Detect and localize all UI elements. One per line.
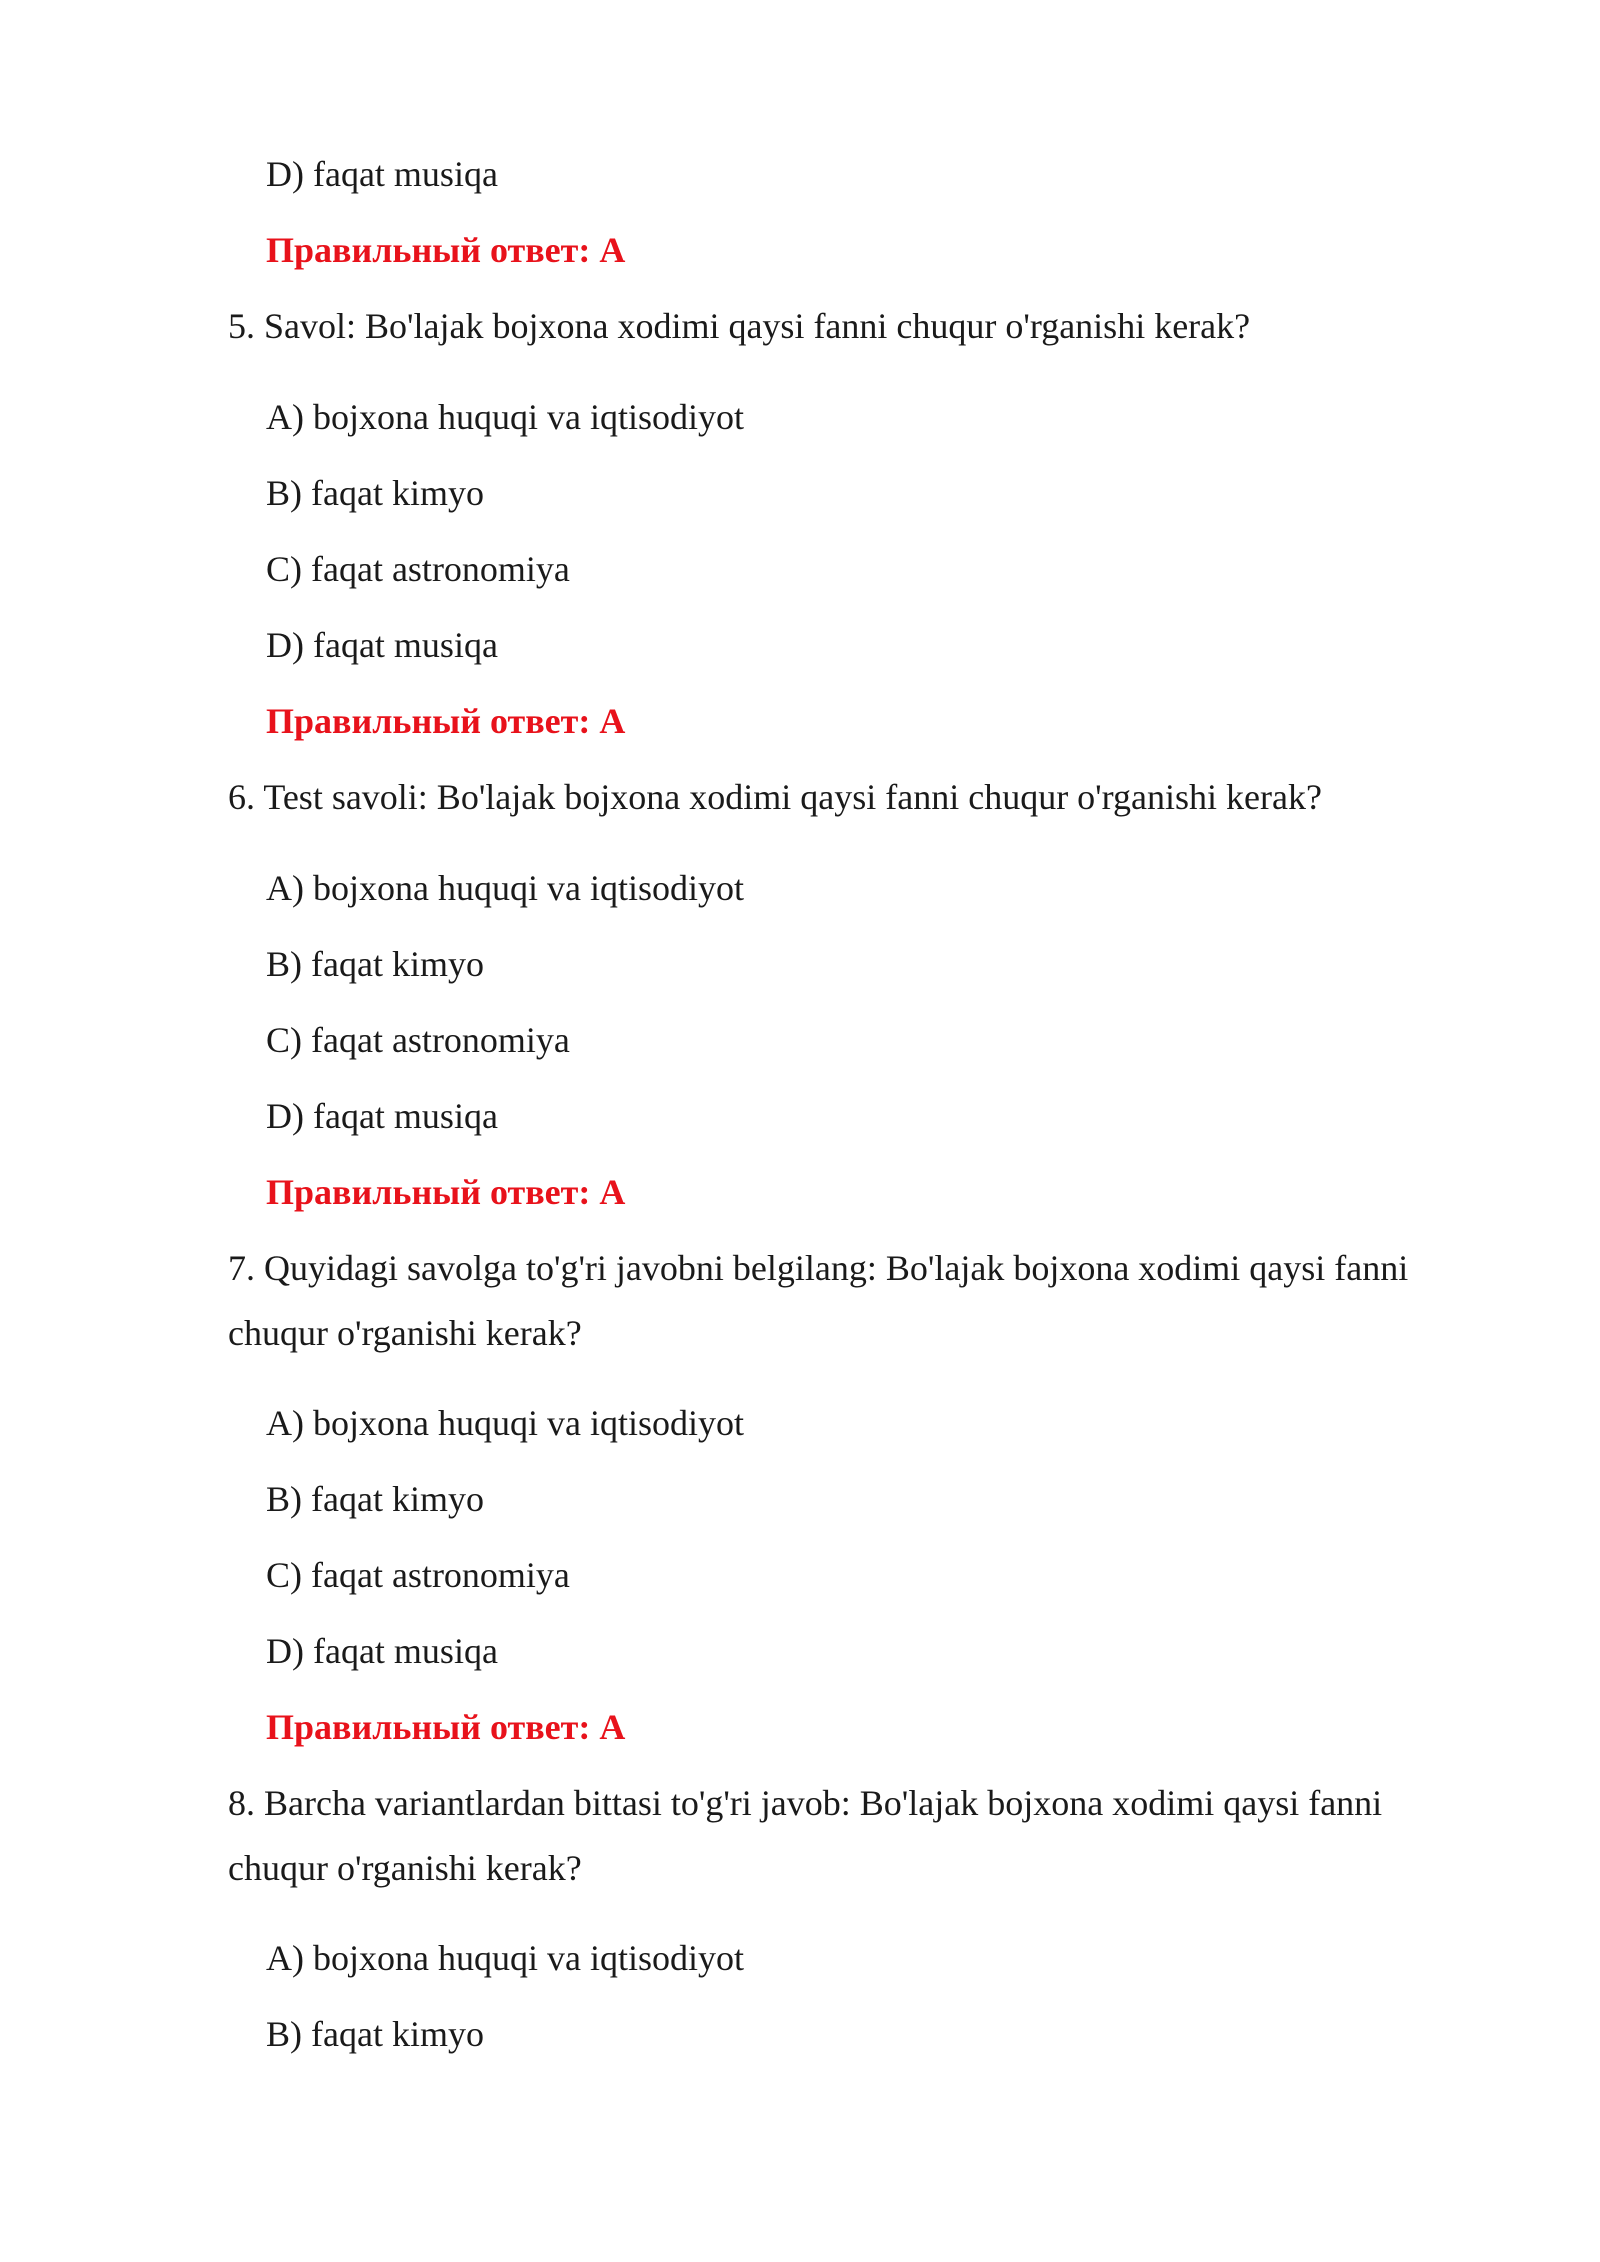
question-7: 7. Quyidagi savolga to'g'ri javobni belgilang: Bo'lajak bojxona xodimi qaysi fanni chuqur o'rganishi kerak? — [228, 1248, 1409, 1353]
option-c-q7: C) faqat astronomiya — [266, 1555, 570, 1595]
option-d-q5: D) faqat musiqa — [266, 625, 498, 665]
correct-answer-q6: Правильный ответ: A — [266, 1172, 626, 1212]
option-d-q4: D) faqat musiqa — [266, 154, 498, 194]
option-a-q6: A) bojxona huquqi va iqtisodiyot — [266, 868, 744, 908]
question-8: 8. Barcha variantlardan bittasi to'g'ri javob: Bo'lajak bojxona xodimi qaysi fanni chuqur o'rganishi kerak? — [228, 1783, 1383, 1888]
correct-answer-q4: Правильный ответ: A — [266, 230, 626, 270]
correct-answer-q5: Правильный ответ: A — [266, 701, 626, 741]
option-d-q6: D) faqat musiqa — [266, 1096, 498, 1136]
option-b-q8: B) faqat kimyo — [266, 2014, 484, 2054]
correct-answer-q7: Правильный ответ: A — [266, 1707, 626, 1747]
option-d-q7: D) faqat musiqa — [266, 1631, 498, 1671]
option-b-q7: B) faqat kimyo — [266, 1479, 484, 1519]
option-b-q6: B) faqat kimyo — [266, 944, 484, 984]
option-a-q8: A) bojxona huquqi va iqtisodiyot — [266, 1938, 744, 1978]
option-a-q7: A) bojxona huquqi va iqtisodiyot — [266, 1403, 744, 1443]
question-5: 5. Savol: Bo'lajak bojxona xodimi qaysi fanni chuqur o'rganishi kerak? — [228, 306, 1251, 346]
question-6: 6. Test savoli: Bo'lajak bojxona xodimi qaysi fanni chuqur o'rganishi kerak? — [228, 777, 1322, 817]
option-a-q5: A) bojxona huquqi va iqtisodiyot — [266, 397, 744, 437]
option-b-q5: B) faqat kimyo — [266, 473, 484, 513]
option-c-q5: C) faqat astronomiya — [266, 549, 570, 589]
option-c-q6: C) faqat astronomiya — [266, 1020, 570, 1060]
